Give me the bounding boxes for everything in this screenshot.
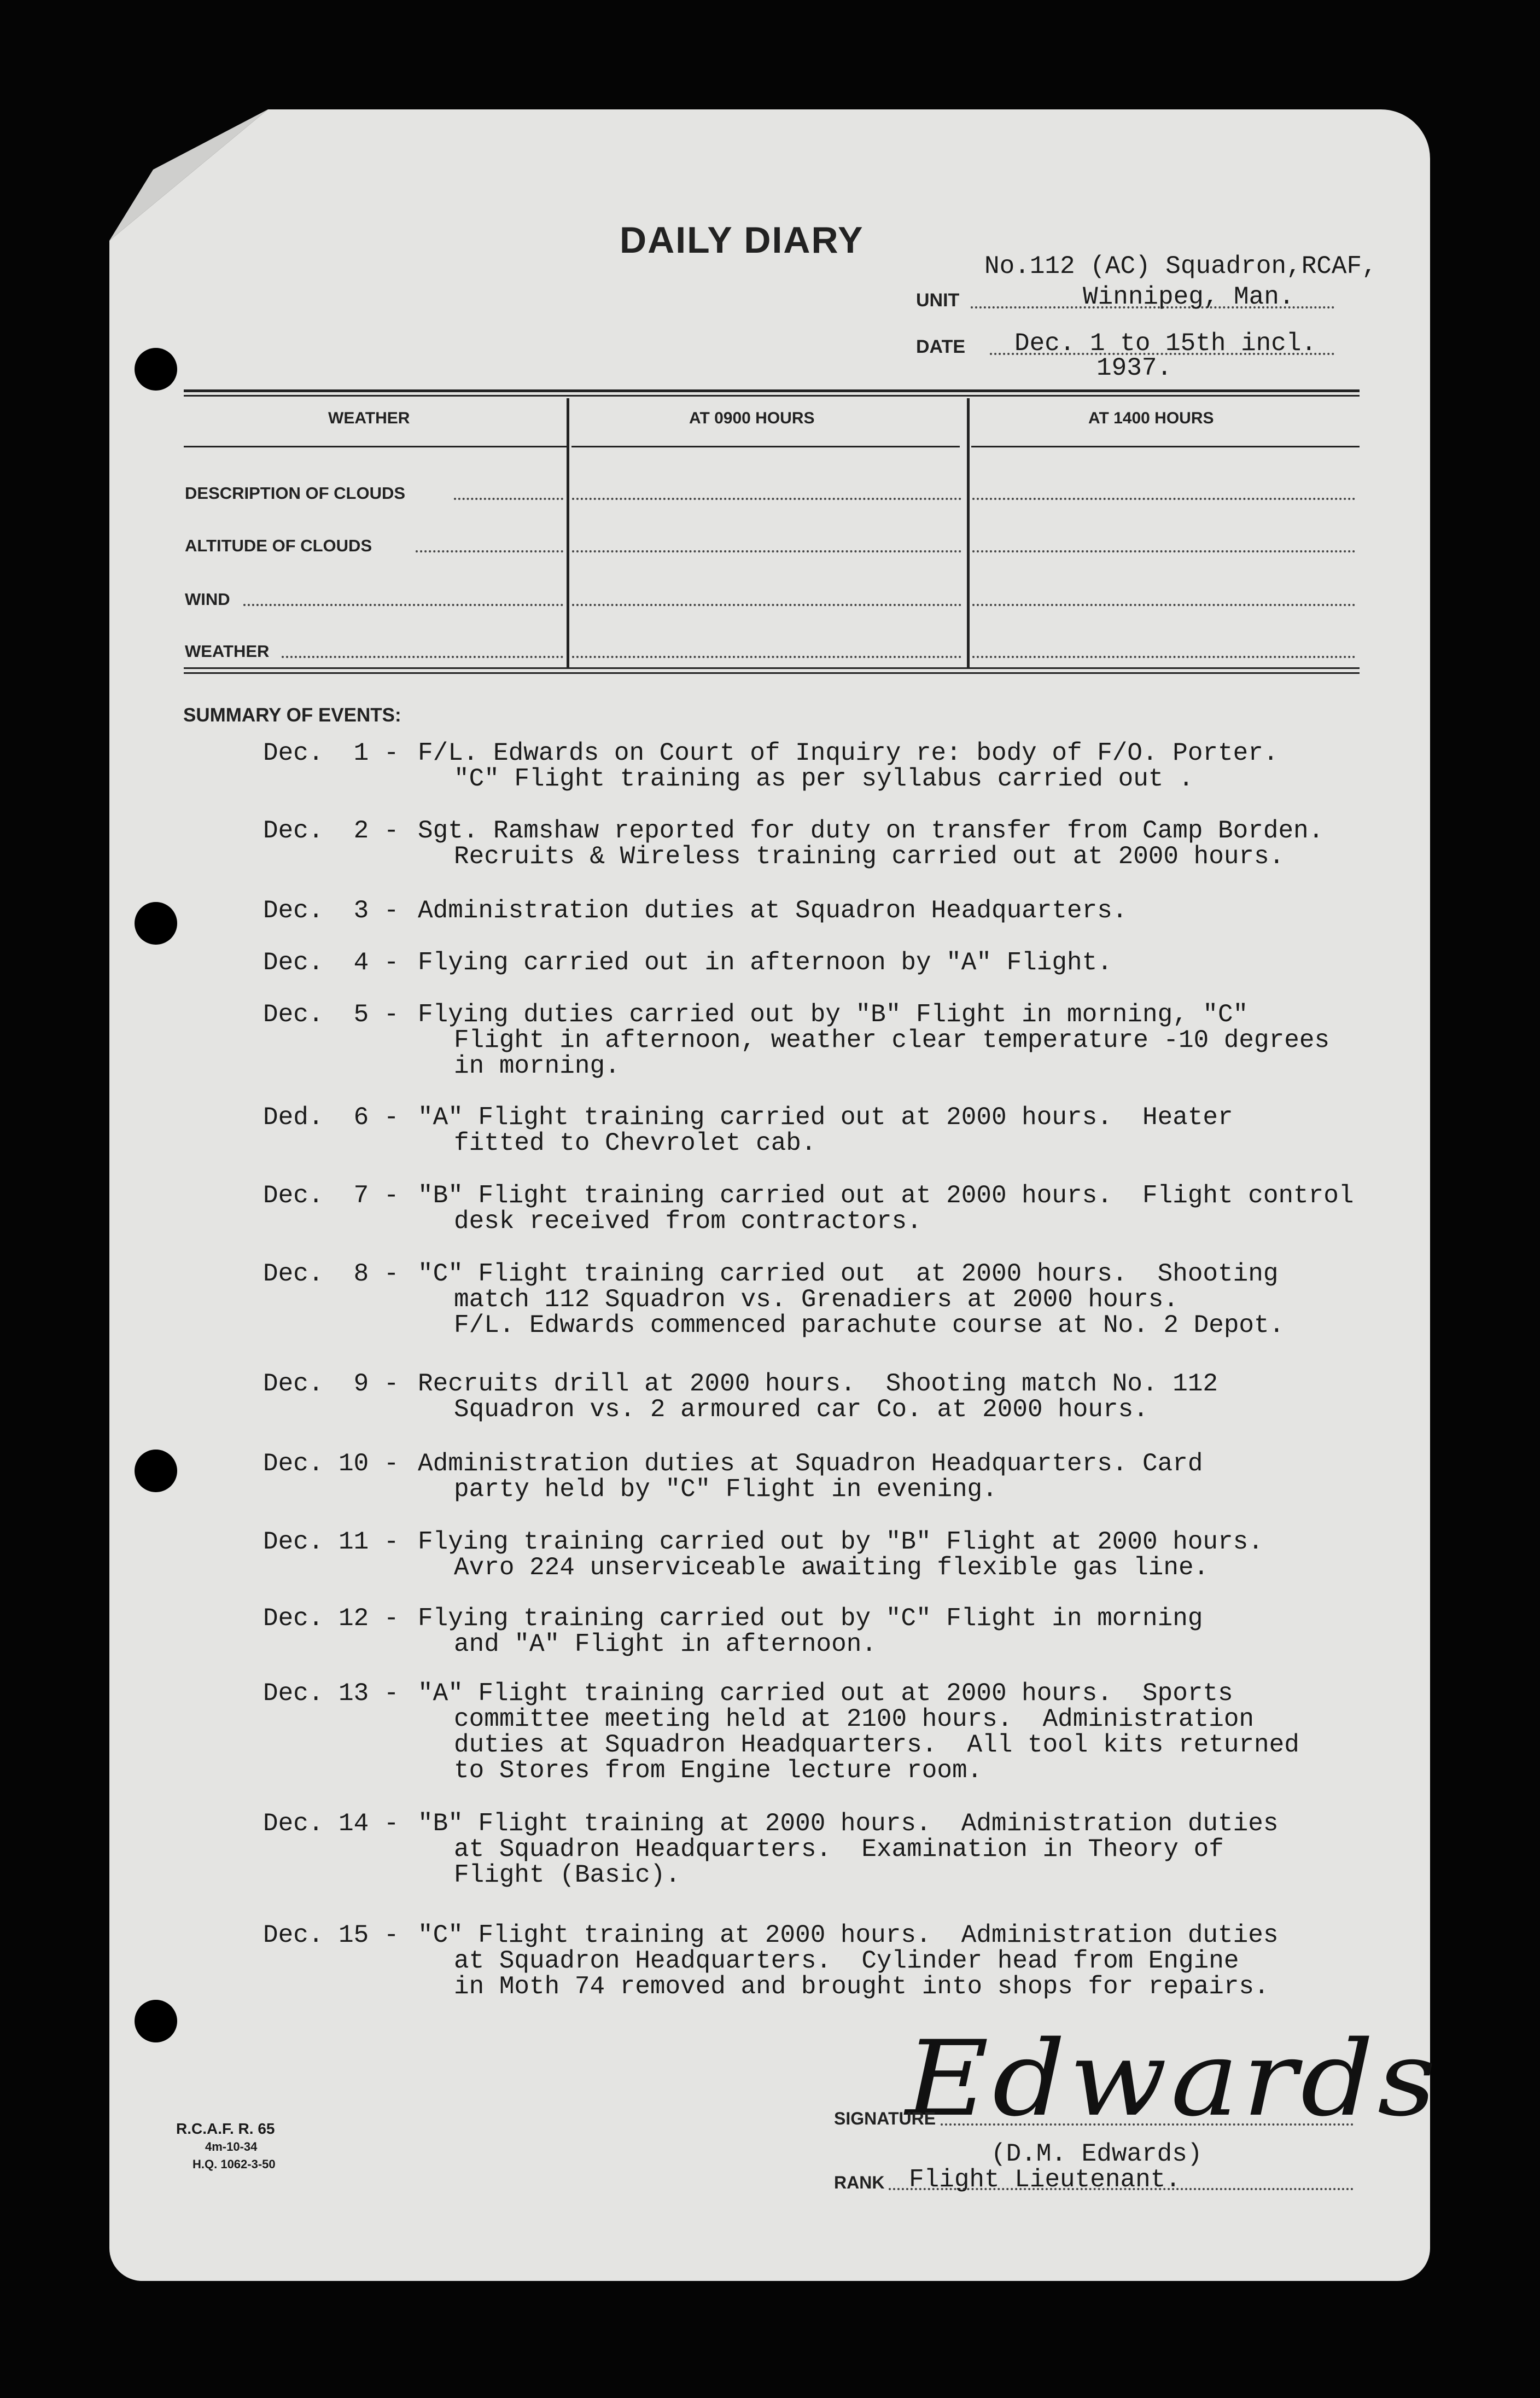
entry-text-line: F/L. Edwards on Court of Inquiry re: body of F/O. Porter. xyxy=(418,739,1279,767)
entry-text-line: Recruits drill at 2000 hours. Shooting match No. 112 xyxy=(418,1370,1218,1398)
entry-text-line: at Squadron Headquarters. Cylinder head from Engine xyxy=(454,1947,1239,1975)
row-weather: WEATHER xyxy=(185,642,270,661)
table-top-rule xyxy=(184,389,1360,392)
punch-hole xyxy=(135,902,177,945)
entry-text-line: Recruits & Wireless training carried out at 2000 hours. xyxy=(454,842,1285,871)
entry-date: Dec. 15 - xyxy=(263,1921,399,1949)
column-divider xyxy=(567,398,569,669)
form-print-date: 4m-10-34 xyxy=(205,2140,258,2153)
date-value-line1: Dec. 1 to 15th incl. xyxy=(1014,329,1317,358)
entry-text-line: Administration duties at Squadron Headquarters. xyxy=(418,897,1128,925)
entry-text-line: at Squadron Headquarters. Examination in Theory of xyxy=(454,1835,1224,1864)
dotted-line xyxy=(243,604,563,606)
header-rule xyxy=(571,446,960,447)
row-altitude-of-clouds: ALTITUDE OF CLOUDS xyxy=(185,536,372,555)
dotted-line xyxy=(572,550,961,552)
entry-date: Dec. 7 - xyxy=(263,1181,399,1210)
summary-heading: SUMMARY OF EVENTS: xyxy=(183,705,401,726)
dotted-line xyxy=(572,498,961,500)
entry-date: Dec. 2 - xyxy=(263,817,399,845)
entry-date: Dec. 12 - xyxy=(263,1604,399,1633)
entry-text-line: Flight in afternoon, weather clear temperature -10 degrees xyxy=(454,1026,1330,1055)
entry-text-line: Squadron vs. 2 armoured car Co. at 2000 hours. xyxy=(454,1395,1148,1424)
entry-date: Dec. 8 - xyxy=(263,1260,399,1288)
entry-text-line: to Stores from Engine lecture room. xyxy=(454,1756,983,1785)
form-hq-number: H.Q. 1062-3-50 xyxy=(192,2157,276,2171)
dotted-line xyxy=(972,656,1355,658)
column-divider xyxy=(967,398,970,669)
date-value-line2: 1937. xyxy=(1096,354,1172,382)
entry-text-line: Flying training carried out by "C" Flight in morning xyxy=(418,1604,1203,1633)
header-rule xyxy=(184,446,567,447)
entry-text-line: match 112 Squadron vs. Grenadiers at 2000 hours. xyxy=(454,1285,1179,1314)
entry-text-line: F/L. Edwards commenced parachute course at No. 2 Depot. xyxy=(454,1311,1285,1340)
unit-label: UNIT xyxy=(916,290,960,311)
entry-date: Dec. 5 - xyxy=(263,1000,399,1029)
entry-text-line: Administration duties at Squadron Headquarters. Card xyxy=(418,1450,1203,1478)
entry-text-line: "B" Flight training at 2000 hours. Administration duties xyxy=(418,1809,1279,1838)
entry-text-line: "A" Flight training carried out at 2000 hours. Sports xyxy=(418,1679,1233,1708)
header-rule xyxy=(971,446,1360,447)
entry-date: Dec. 9 - xyxy=(263,1370,399,1398)
rank-label: RANK xyxy=(834,2173,885,2192)
entry-date: Dec. 1 - xyxy=(263,739,399,767)
punch-hole xyxy=(135,1450,177,1492)
entry-text-line: Flying duties carried out by "B" Flight in morning, "C" xyxy=(418,1000,1249,1029)
entry-text-line: "C" Flight training as per syllabus carried out . xyxy=(454,765,1194,793)
entry-date: Dec. 4 - xyxy=(263,948,399,977)
table-bottom-rule xyxy=(184,667,1360,669)
entry-text-line: Flying training carried out by "B" Flight at 2000 hours. xyxy=(418,1528,1263,1556)
signature-label: SIGNATURE xyxy=(834,2109,936,2128)
header-weather: WEATHER xyxy=(328,409,410,427)
dotted-line xyxy=(454,498,563,500)
header-0900: AT 0900 HOURS xyxy=(689,409,815,427)
signer-name: (D.M. Edwards) xyxy=(991,2140,1203,2168)
unit-value-line2: Winnipeg, Man. xyxy=(1083,283,1294,311)
entry-date: Dec. 14 - xyxy=(263,1809,399,1838)
entry-text-line: fitted to Chevrolet cab. xyxy=(454,1129,816,1157)
dotted-line xyxy=(416,550,563,552)
punch-hole xyxy=(135,2000,177,2042)
entry-text-line: Avro 224 unserviceable awaiting flexible gas line. xyxy=(454,1553,1209,1582)
entry-date: Dec. 11 - xyxy=(263,1528,399,1556)
dotted-line xyxy=(572,604,961,606)
entry-text-line: duties at Squadron Headquarters. All tool kits returned xyxy=(454,1731,1299,1759)
dotted-line xyxy=(972,550,1355,552)
entry-text-line: "C" Flight training at 2000 hours. Administration duties xyxy=(418,1921,1279,1949)
rank-value: Flight Lieutenant. xyxy=(909,2166,1181,2194)
dotted-line xyxy=(972,604,1355,606)
punch-hole xyxy=(135,348,177,391)
table-bottom-rule xyxy=(184,672,1360,674)
header-1400: AT 1400 HOURS xyxy=(1088,409,1214,427)
entry-date: Dec. 10 - xyxy=(263,1450,399,1478)
unit-value-line1: No.112 (AC) Squadron,RCAF, xyxy=(984,252,1377,281)
entry-text-line: and "A" Flight in afternoon. xyxy=(454,1630,877,1658)
entry-text-line: "C" Flight training carried out at 2000 hours. Shooting xyxy=(418,1260,1279,1288)
handwritten-signature: Edwards xyxy=(905,2018,1440,2139)
table-top-rule xyxy=(184,395,1360,397)
row-wind: WIND xyxy=(185,590,230,609)
form-title: DAILY DIARY xyxy=(620,219,864,261)
entry-text-line: in Moth 74 removed and brought into shops for repairs. xyxy=(454,1972,1269,2001)
entry-date: Ded. 6 - xyxy=(263,1103,399,1132)
entry-text-line: Sgt. Ramshaw reported for duty on transfer from Camp Borden. xyxy=(418,817,1324,845)
entry-text-line: Flying carried out in afternoon by "A" Flight. xyxy=(418,948,1112,977)
entry-text-line: party held by "C" Flight in evening. xyxy=(454,1475,998,1504)
entry-text-line: committee meeting held at 2100 hours. Administration xyxy=(454,1705,1255,1733)
entry-text-line: desk received from contractors. xyxy=(454,1207,922,1236)
entry-text-line: Flight (Basic). xyxy=(454,1861,681,1889)
entry-date: Dec. 13 - xyxy=(263,1679,399,1708)
entry-text-line: in morning. xyxy=(454,1052,620,1080)
entry-date: Dec. 3 - xyxy=(263,897,399,925)
dotted-line xyxy=(282,656,563,658)
entry-text-line: "A" Flight training carried out at 2000 hours. Heater xyxy=(418,1103,1233,1132)
row-description-of-clouds: DESCRIPTION OF CLOUDS xyxy=(185,484,406,503)
dotted-line xyxy=(972,498,1355,500)
signature-dotted-line xyxy=(941,2123,1354,2126)
date-label: DATE xyxy=(916,336,966,357)
entry-text-line: "B" Flight training carried out at 2000 hours. Flight control xyxy=(418,1181,1354,1210)
form-code: R.C.A.F. R. 65 xyxy=(176,2120,275,2137)
dotted-line xyxy=(572,656,961,658)
